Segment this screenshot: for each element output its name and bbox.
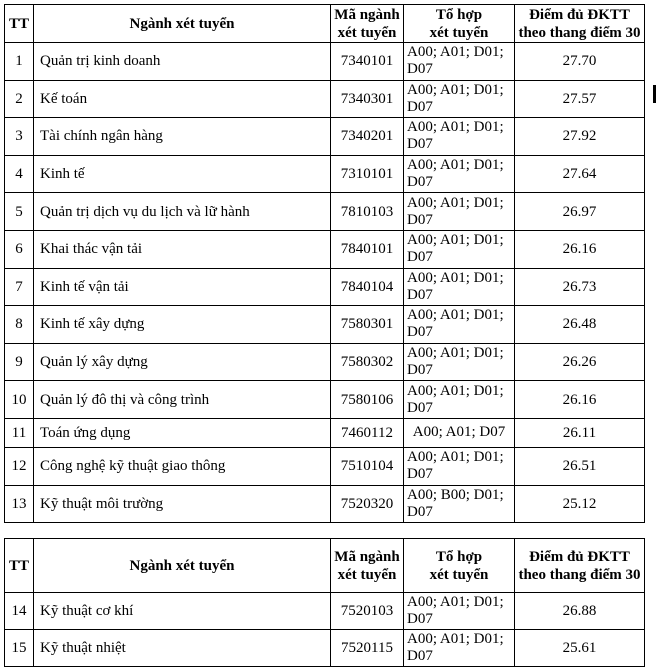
combination-line-2: D07	[407, 136, 433, 153]
cell-major-name: Quản trị dịch vụ du lịch và lữ hành	[34, 193, 331, 231]
cell-major-code: 7520115	[331, 630, 404, 667]
table-row	[5, 230, 645, 268]
combination-line-1: A00; A01; D01;	[407, 81, 504, 98]
cell-major-code: 7520103	[331, 593, 404, 630]
cell-major-code: 7840104	[331, 268, 404, 306]
table-row	[5, 630, 645, 667]
table-row	[5, 418, 645, 447]
header-combo: Tổ hợp xét tuyển	[404, 5, 515, 43]
combination-line-1: A00; A01; D01;	[407, 119, 504, 136]
cell-score: 26.51	[515, 447, 645, 485]
header-score: Điểm đủ ĐKTT theo thang điểm 30	[515, 539, 645, 593]
admission-table-2	[4, 538, 645, 667]
cell-major-code: 7310101	[331, 155, 404, 193]
table-row	[5, 306, 645, 344]
table-row	[5, 343, 645, 381]
combination-line-2: D07	[407, 324, 433, 341]
cell-major-name: Toán ứng dụng	[34, 418, 331, 447]
combination-line-2: D07	[407, 648, 433, 664]
cell-combination	[404, 447, 515, 485]
cell-tt: 1	[5, 43, 34, 81]
combination-line-2: D07	[407, 98, 433, 115]
cell-combination	[404, 381, 515, 419]
cell-major-name: Kinh tế vận tải	[34, 268, 331, 306]
combination-line-1: A00; A01; D01;	[407, 449, 504, 466]
cell-major-name: Kỹ thuật nhiệt	[34, 630, 331, 667]
cell-combination	[404, 155, 515, 193]
cell-tt: 12	[5, 447, 34, 485]
cell-major-name: Tài chính ngân hàng	[34, 118, 331, 156]
cell-score: 27.92	[515, 118, 645, 156]
cell-major-code: 7580301	[331, 306, 404, 344]
cell-combination	[404, 118, 515, 156]
combination-line-2: D07	[407, 399, 433, 416]
cell-score: 26.73	[515, 268, 645, 306]
cell-score: 25.61	[515, 630, 645, 667]
cell-major-name: Kinh tế xây dựng	[34, 306, 331, 344]
table-row	[5, 155, 645, 193]
header-tt: TT	[5, 5, 34, 43]
combination-line-2: D07	[407, 503, 433, 520]
cell-score: 27.57	[515, 80, 645, 118]
combination-line-1: A00; A01; D01;	[407, 44, 504, 61]
cell-major-name: Quản lý xây dựng	[34, 343, 331, 381]
combination-line-1: A00; B00; D01;	[407, 486, 504, 503]
combination-line-1: A00; A01; D01;	[407, 269, 504, 286]
cell-major-name: Kỹ thuật cơ khí	[34, 593, 331, 630]
table-row	[5, 80, 645, 118]
cell-combination	[404, 230, 515, 268]
cell-major-code: 7840101	[331, 230, 404, 268]
header-row	[5, 5, 645, 43]
combination-line-2: D07	[407, 362, 433, 379]
cell-major-name: Quản trị kinh doanh	[34, 43, 331, 81]
cell-tt: 3	[5, 118, 34, 156]
header-score: Điểm đủ ĐKTT theo thang điểm 30	[515, 5, 645, 43]
cell-tt: 6	[5, 230, 34, 268]
table-row	[5, 193, 645, 231]
cell-score: 26.16	[515, 230, 645, 268]
cell-score: 27.70	[515, 43, 645, 81]
cell-tt: 15	[5, 630, 34, 667]
cell-major-name: Quản lý đô thị và công trình	[34, 381, 331, 419]
table-row	[5, 268, 645, 306]
cell-tt: 10	[5, 381, 34, 419]
header-code: Mã ngành xét tuyển	[331, 539, 404, 593]
table-row	[5, 381, 645, 419]
table-row	[5, 43, 645, 81]
cell-major-code: 7460112	[331, 418, 404, 447]
cell-combination	[404, 593, 515, 630]
cell-combination: A00; A01; D07	[404, 418, 515, 447]
cell-tt: 7	[5, 268, 34, 306]
cell-score: 26.48	[515, 306, 645, 344]
cell-score: 26.26	[515, 343, 645, 381]
cell-tt: 8	[5, 306, 34, 344]
combination-line-2: D07	[407, 211, 433, 228]
header-major: Ngành xét tuyển	[34, 539, 331, 593]
cell-major-name: Kế toán	[34, 80, 331, 118]
cell-combination	[404, 306, 515, 344]
combination-line-1: A00; A01; D01;	[407, 631, 504, 647]
header-tt: TT	[5, 539, 34, 593]
cell-combination	[404, 43, 515, 81]
cell-score: 26.16	[515, 381, 645, 419]
cell-major-code: 7510104	[331, 447, 404, 485]
cell-combination	[404, 193, 515, 231]
cell-combination	[404, 80, 515, 118]
cell-major-name: Kỹ thuật môi trường	[34, 485, 331, 523]
cell-major-code: 7520320	[331, 485, 404, 523]
header-major: Ngành xét tuyển	[34, 5, 331, 43]
cell-tt: 11	[5, 418, 34, 447]
cell-major-name: Công nghệ kỹ thuật giao thông	[34, 447, 331, 485]
cell-major-name: Kinh tế	[34, 155, 331, 193]
combination-line-2: D07	[407, 286, 433, 303]
combination-line-2: D07	[407, 249, 433, 266]
combination-line-2: D07	[407, 174, 433, 191]
combination-line-2: D07	[407, 466, 433, 483]
cell-tt: 13	[5, 485, 34, 523]
cell-score: 26.88	[515, 593, 645, 630]
cell-tt: 9	[5, 343, 34, 381]
cell-score: 25.12	[515, 485, 645, 523]
table-row	[5, 447, 645, 485]
cell-major-code: 7340101	[331, 43, 404, 81]
combination-line-1: A00; A01; D01;	[407, 382, 504, 399]
table-row	[5, 593, 645, 630]
cell-major-name: Khai thác vận tải	[34, 230, 331, 268]
header-code: Mã ngành xét tuyển	[331, 5, 404, 43]
header-combo: Tổ hợp xét tuyển	[404, 539, 515, 593]
combination-line-1: A00; A01; D01;	[407, 157, 504, 174]
combination-line-1: A00; A01; D01;	[407, 194, 504, 211]
cell-major-code: 7580302	[331, 343, 404, 381]
cell-combination	[404, 630, 515, 667]
cell-combination	[404, 343, 515, 381]
combination-line-1: A00; A01; D01;	[407, 594, 504, 610]
combination-line-1: A00; A01; D01;	[407, 345, 504, 362]
cell-combination	[404, 268, 515, 306]
cell-tt: 14	[5, 593, 34, 630]
cell-tt: 4	[5, 155, 34, 193]
cell-major-code: 7580106	[331, 381, 404, 419]
combination-line-1: A00; A01; D01;	[407, 307, 504, 324]
cell-score: 26.11	[515, 418, 645, 447]
cell-tt: 2	[5, 80, 34, 118]
table-row	[5, 485, 645, 523]
admission-table-1	[4, 4, 645, 523]
cell-major-code: 7340201	[331, 118, 404, 156]
header-row	[5, 539, 645, 593]
cell-tt: 5	[5, 193, 34, 231]
cell-major-code: 7810103	[331, 193, 404, 231]
combination-line-2: D07	[407, 611, 433, 627]
combination-line-1: A00; A01; D01;	[407, 232, 504, 249]
cell-score: 26.97	[515, 193, 645, 231]
cell-major-code: 7340301	[331, 80, 404, 118]
cell-score: 27.64	[515, 155, 645, 193]
combination-line-2: D07	[407, 61, 433, 78]
cell-combination	[404, 485, 515, 523]
table-row	[5, 118, 645, 156]
